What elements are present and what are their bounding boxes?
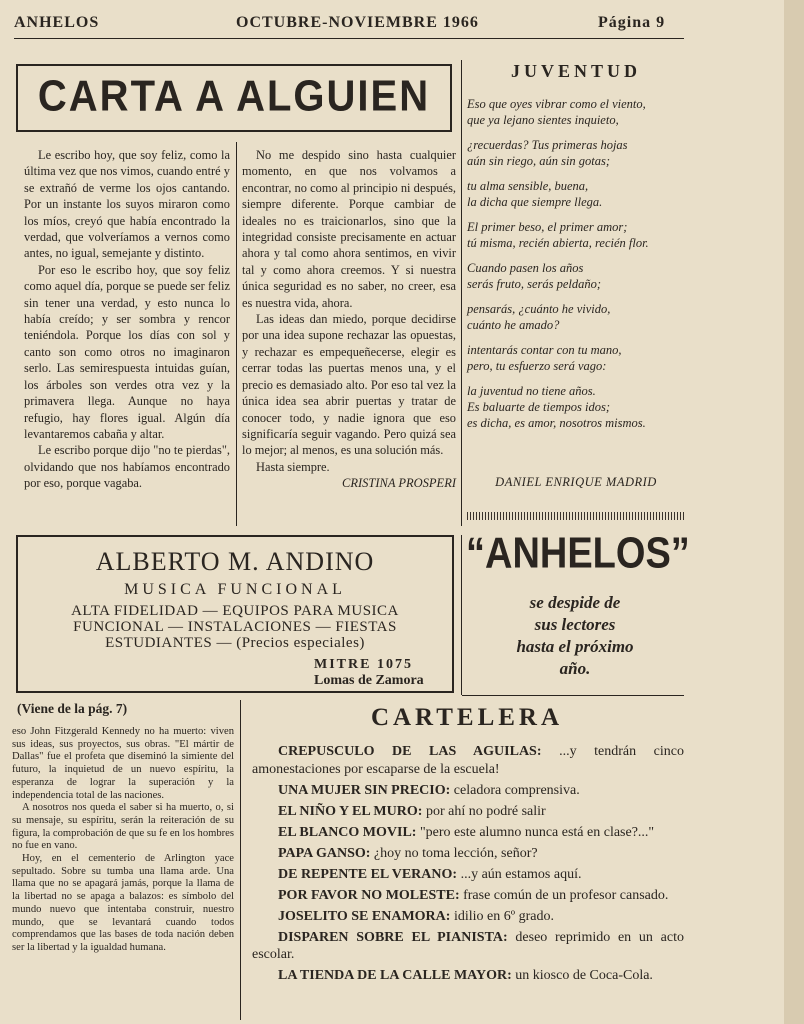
message-line: hasta el próximo	[516, 637, 634, 656]
page-number: Página 9	[598, 14, 666, 31]
paragraph: Hoy, en el cementerio de Arlington yace sepultado. Sobre su tumba una llama arde. Una llama que no se apagará jamás, porque la llama de la libertad no se apaga a balazos: es símbolo del mundo nuevo que intentaba construir, nuestro mundo, que se levantará cuando todos comprendamos que las bases de toda nación deben ser la libertad y la igualdad humana.	[12, 853, 234, 953]
poem-line: pero, tu esfuerzo será vago:	[467, 359, 607, 373]
paragraph: Las ideas dan miedo, porque decidirse por una idea supone rechazar las opuestas, y rechazar es empequeñecerse, elegir es cerrar todas las puertas menos una, y el precio es demasiado alto. Por eso tal vez la única idea sea abrir puertas y tratar de conocer todo, y nadie ignora que eso significaría seguir vagando. Pero quizá sea lo mejor; al menos, es una solución más.	[242, 312, 456, 458]
advertisement-box	[16, 535, 454, 693]
cartelera-item	[252, 967, 684, 985]
column-divider	[240, 700, 241, 1020]
paragraph: eso John Fitzgerald Kennedy no ha muerto: viven sus ideas, sus proyectos, sus obras. "El mártir de Dallas" fue el profeta que diseminó la simiente del futuro, la inquietud de un nuevo espíritu, la esperanza de lograr la superación y la independencia total de las naciones.	[12, 726, 234, 801]
ad-line: FUNCIONAL — INSTALACIONES — FIESTAS	[73, 619, 397, 635]
continuation-heading: (Viene de la pág. 7)	[17, 701, 128, 716]
poem-line: cuánto he amado?	[467, 318, 560, 332]
film-comment: frase común de un profesor cansado.	[459, 887, 669, 903]
film-comment: deseo reprimido en un acto escolar.	[252, 929, 684, 962]
carta-column-1	[24, 147, 230, 492]
poem-stanza	[467, 96, 689, 128]
paragraph: A nosotros nos queda el saber si ha muerto, o, si su mensaje, su espíritu, serán la reiteración de su figura, la comprobación de que su fe en los hombres no fue en vano.	[12, 802, 234, 852]
poem-line: la juventud no tiene años.	[467, 384, 596, 398]
ad-subtitle: MUSICA FUNCIONAL	[124, 581, 346, 598]
film-title: DE REPENTE EL VERANO:	[278, 866, 458, 882]
poem-line: es dicha, es amor, nosotros mismos.	[467, 416, 646, 430]
poem-line: intentarás contar con tu mano,	[467, 343, 622, 357]
continuation-column	[12, 726, 234, 955]
film-comment: "pero este alumno nunca está en clase?..."	[416, 824, 655, 840]
poem-stanza	[467, 301, 689, 333]
film-title: POR FAVOR NO MOLESTE:	[278, 887, 460, 903]
article-title: CARTA A ALGUIEN	[37, 71, 431, 121]
poem-stanza	[467, 137, 689, 169]
film-title: LA TIENDA DE LA CALLE MAYOR:	[278, 968, 512, 983]
poem-line: que ya lejano sientes inquieto,	[467, 113, 619, 127]
poem-stanza	[467, 219, 689, 251]
poem-line: tu alma sensible, buena,	[467, 179, 589, 193]
column-divider	[236, 142, 237, 526]
paragraph: Le escribo porque dijo "no te pierdas", olvidando que nos habíamos encontrado por eso, porque vagaba.	[24, 443, 230, 491]
ad-line: ESTUDIANTES — (Precios especiales)	[105, 635, 365, 651]
film-comment: un kiosco de Coca-Cola.	[511, 968, 653, 983]
ad-line: ALTA FIDELIDAD — EQUIPOS PARA MUSICA	[71, 603, 399, 619]
carta-title-box	[16, 64, 452, 132]
column-divider	[461, 535, 462, 695]
author-signature: CRISTINA PROSPERI	[342, 476, 456, 491]
page-edge	[784, 0, 804, 1024]
header-rule	[14, 38, 684, 39]
poem-author: DANIEL ENRIQUE MADRID	[495, 475, 657, 489]
film-comment: ¿hoy no toma lección, señor?	[370, 845, 538, 861]
film-title: DISPAREN SOBRE EL PIANISTA:	[278, 929, 508, 945]
anhelos-title: “ANHELOS”	[466, 529, 690, 579]
cartelera-item	[252, 929, 684, 964]
film-comment: ...y aún estamos aquí.	[457, 866, 582, 882]
poem-line: pensarás, ¿cuánto he vivido,	[467, 302, 611, 316]
message-line: sus lectores	[534, 615, 616, 634]
cartelera-title: CARTELERA	[370, 704, 564, 731]
poem-stanza	[467, 342, 689, 374]
poem-line: Es baluarte de tiempos idos;	[467, 400, 611, 414]
poem-line: aún sin riego, aún sin gotas;	[467, 154, 611, 168]
poem-line: serás fruto, serás peldaño;	[467, 277, 602, 291]
film-title: CREPUSCULO DE LAS AGUILAS:	[278, 744, 542, 759]
message-line: año.	[559, 659, 591, 678]
message-line: se despide de	[529, 593, 621, 612]
ad-business-name: ALBERTO M. ANDINO	[95, 547, 375, 576]
cartelera-item	[252, 782, 684, 800]
cartelera-item	[252, 908, 684, 926]
anhelos-message	[466, 592, 684, 680]
film-title: EL BLANCO MOVIL:	[278, 824, 417, 840]
film-title: UNA MUJER SIN PRECIO:	[278, 782, 451, 798]
film-title: EL NIÑO Y EL MURO:	[278, 803, 423, 819]
issue-date: OCTUBRE-NOVIEMBRE 1966	[236, 14, 479, 31]
poem-line: Eso que oyes vibrar como el viento,	[467, 97, 646, 111]
ad-services	[28, 603, 442, 651]
publication-name: ANHELOS	[14, 14, 100, 31]
cartelera-list	[252, 743, 684, 988]
film-comment: por ahí no podré salir	[422, 803, 546, 819]
film-comment: ...y tendrán cinco amonestaciones por escaparse de la escuela!	[252, 744, 684, 777]
cartelera-item	[252, 824, 684, 842]
paragraph: Por eso le escribo hoy, que soy feliz como aquel día, porque se puede ser feliz sin tener una verdad, y esto nunca lo había creído; y ser sombra y rencor teniéndola. Porque los días con sol y canto son como otros no imaginaron serlo. Las semirespuesta intuidas guían, los árboles son verdes otra vez y la primavera llega. Aunque no haya refugio, hay flores igual. Algún día levantaremos cabaña y altar.	[24, 262, 230, 441]
paragraph: Le escribo hoy, que soy feliz, como la última vez que nos vimos, cuando entré y se extrañó de verme los ojos cantando. Por un instante los suyos miraron como los míos, creyó que había encontrado la verdad, que volveríamos a vernos como antes, no igual, semejante y distinto.	[24, 148, 230, 261]
poem-title: JUVENTUD	[510, 61, 641, 81]
poem-stanza	[467, 260, 689, 292]
cartelera-item	[252, 866, 684, 884]
section-rule	[462, 695, 684, 696]
cartelera-item	[252, 743, 684, 778]
poem-stanza	[467, 178, 689, 210]
paragraph: No me despido sino hasta cualquier momento, en que nos volvamos a encontrar, no como al principio ni después, siempre diferente. Porque cambiar de ideales no es traicionarlos, sino que la integridad consiste precisamente en actuar ahora y tal como ahora sentimos, en vivir tal y como ahora creemos. Y si nuestra única seguridad es no saber, no creer, esa es nuestra vida, ahora.	[242, 148, 456, 310]
poem-body	[467, 96, 689, 440]
ad-locality: Lomas de Zamora	[314, 673, 424, 688]
cartelera-item	[252, 887, 684, 905]
cartelera-item	[252, 845, 684, 863]
cartelera-item	[252, 803, 684, 821]
film-comment: idilio en 6º grado.	[450, 908, 554, 924]
poem-line: Cuando pasen los años	[467, 261, 584, 275]
decorative-rule	[467, 512, 685, 520]
ad-address: MITRE 1075	[314, 657, 413, 672]
film-title: PAPA GANSO:	[278, 845, 371, 861]
film-comment: celadora comprensiva.	[450, 782, 580, 798]
column-divider	[461, 60, 462, 526]
paragraph: Hasta siempre.	[256, 459, 330, 474]
poem-line: ¿recuerdas? Tus primeras hojas	[467, 138, 628, 152]
poem-line: tú misma, recién abierta, recién flor.	[467, 236, 649, 250]
carta-column-2	[242, 147, 456, 492]
poem-stanza	[467, 383, 689, 431]
poem-line: El primer beso, el primer amor;	[467, 220, 628, 234]
poem-line: la dicha que siempre llega.	[467, 195, 603, 209]
film-title: JOSELITO SE ENAMORA:	[278, 908, 451, 924]
